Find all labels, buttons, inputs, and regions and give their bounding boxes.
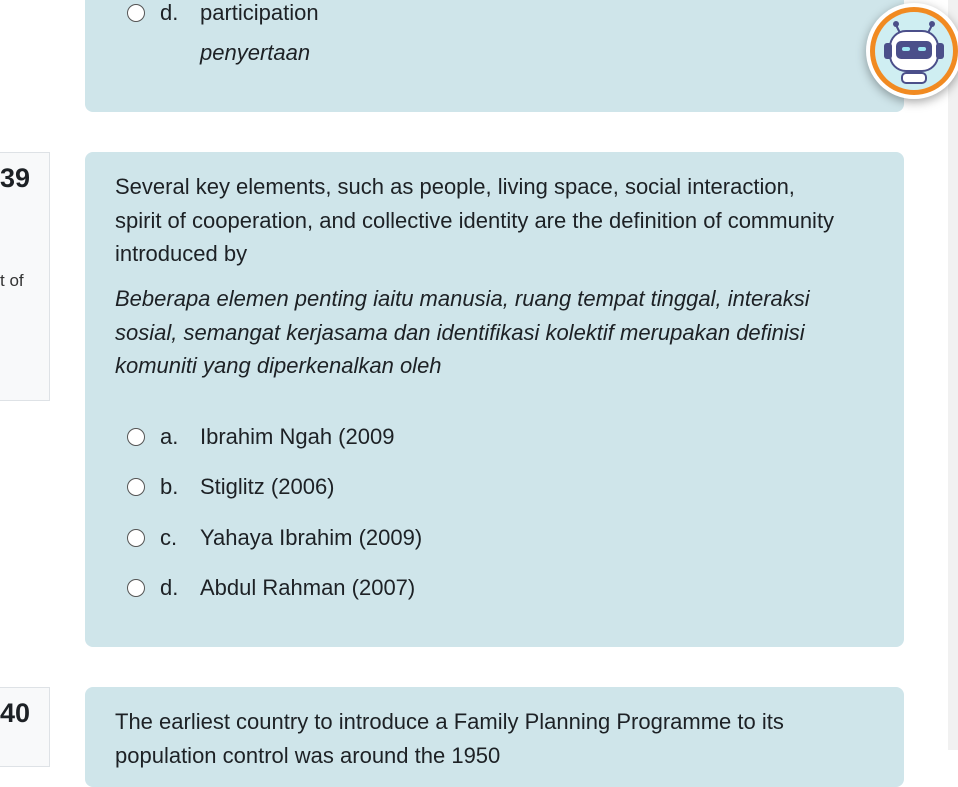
chatbot-button[interactable] xyxy=(866,3,958,99)
option-letter: c. xyxy=(160,525,178,550)
question-40-card xyxy=(85,687,904,787)
option-letter: d. xyxy=(160,0,179,25)
option-translation: penyertaan xyxy=(200,40,311,65)
option-text: Abdul Rahman (2007) xyxy=(200,575,416,600)
option-letter: a. xyxy=(160,424,179,449)
radio-button[interactable] xyxy=(127,478,145,496)
question-info-text: t of xyxy=(0,271,24,290)
question-38-card xyxy=(85,0,904,112)
option-text: Ibrahim Ngah (2009 xyxy=(200,424,395,449)
scrollbar[interactable] xyxy=(948,0,958,750)
radio-button[interactable] xyxy=(127,579,145,597)
option-text: Yahaya Ibrahim (2009) xyxy=(200,525,423,550)
robot-assistant-icon xyxy=(866,3,958,99)
question-39-info xyxy=(0,152,50,401)
question-text-malay: Beberapa elemen penting iaitu manusia, ruang tempat tinggal, interaksi sosial, semangat kerjasama dan identifikasi kolektif merupakan definisi komuniti yang diperkenalkan oleh xyxy=(115,286,810,378)
option-letter: d. xyxy=(160,575,179,600)
question-number: 39 xyxy=(0,163,31,193)
question-text-english: Several key elements, such as people, living space, social interaction, spirit of cooperation, and collective identity are the definition of community introduced by xyxy=(115,174,835,266)
radio-button[interactable] xyxy=(127,529,145,547)
option-text: Stiglitz (2006) xyxy=(200,474,335,499)
radio-button[interactable] xyxy=(127,428,145,446)
question-40-info xyxy=(0,687,50,767)
option-letter: b. xyxy=(160,474,179,499)
radio-button[interactable] xyxy=(127,4,145,22)
question-39-card xyxy=(85,152,904,647)
option-text: participation xyxy=(200,0,319,25)
question-text-english: The earliest country to introduce a Family Planning Programme to its population control was around the 1950 xyxy=(115,709,784,768)
question-number: 40 xyxy=(0,698,31,728)
